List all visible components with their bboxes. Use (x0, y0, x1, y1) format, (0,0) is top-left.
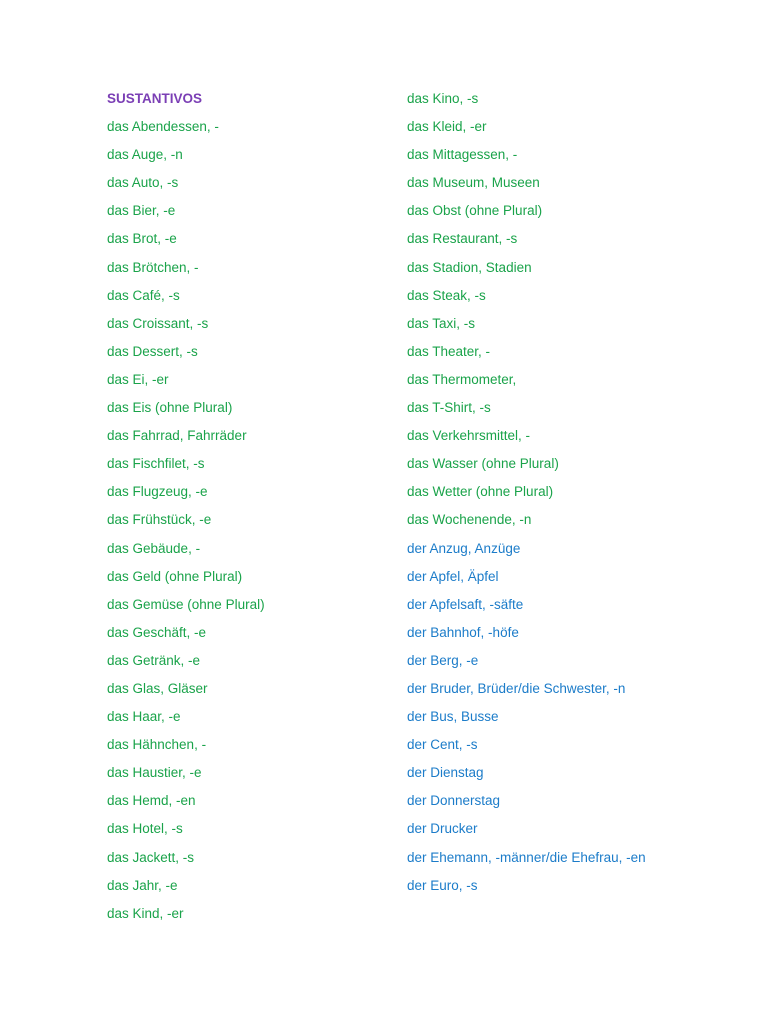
noun-entry: der Bruder, Brüder/die Schwester, -n (407, 680, 626, 696)
noun-entry: das Auge, -n (107, 147, 183, 163)
noun-entry: das Auto, -s (107, 175, 179, 191)
noun-entry: das Frühstück, -e (107, 512, 212, 528)
noun-entry: das Wetter (ohne Plural) (407, 484, 554, 500)
noun-entry: das Gebäude, - (107, 540, 201, 556)
noun-entry: der Ehemann, -männer/die Ehefrau, -en (407, 849, 646, 865)
noun-entry: das Abendessen, - (107, 119, 219, 135)
noun-entry: das Hähnchen, - (107, 737, 207, 753)
noun-entry: das Wochenende, -n (407, 512, 532, 528)
left-column (107, 90, 387, 933)
right-column (407, 90, 657, 905)
noun-entry: das Croissant, -s (107, 315, 209, 331)
noun-entry: das Jahr, -e (107, 877, 178, 893)
noun-entry: das Getränk, -e (107, 652, 201, 668)
noun-entry: das Haar, -e (107, 709, 181, 725)
noun-entry: das Dessert, -s (107, 343, 198, 359)
noun-entry: das Kleid, -er (407, 119, 487, 135)
noun-entry: der Anzug, Anzüge (407, 540, 521, 556)
noun-entry: der Dienstag (407, 765, 484, 781)
noun-entry: das Fahrrad, Fahrräder (107, 428, 247, 444)
noun-entry: das Museum, Museen (407, 175, 540, 191)
noun-entry: das Taxi, -s (407, 315, 476, 331)
noun-entry: das Ei, -er (107, 371, 169, 387)
noun-entry: das Restaurant, -s (407, 231, 518, 247)
noun-entry: das Verkehrsmittel, - (407, 428, 531, 444)
noun-entry: das Hemd, -en (107, 793, 196, 809)
noun-entry: der Bus, Busse (407, 709, 499, 725)
noun-entry: der Berg, -e (407, 652, 479, 668)
noun-entry: das Brötchen, - (107, 259, 199, 275)
noun-entry: das Glas, Gläser (107, 680, 208, 696)
noun-entry: das Thermometer, (407, 371, 517, 387)
noun-entry: das Mittagessen, - (407, 147, 518, 163)
noun-entry: der Donnerstag (407, 793, 501, 809)
noun-entry: der Bahnhof, -höfe (407, 624, 519, 640)
noun-entry: das Haustier, -e (107, 765, 202, 781)
noun-entry: der Euro, -s (407, 877, 478, 893)
noun-entry: das Bier, -e (107, 203, 176, 219)
noun-entry: das Flugzeug, -e (107, 484, 208, 500)
noun-entry: das Jackett, -s (107, 849, 195, 865)
noun-entry: das T-Shirt, -s (407, 400, 491, 416)
noun-entry: das Steak, -s (407, 287, 486, 303)
noun-entry: der Drucker (407, 821, 478, 837)
noun-entry: das Geschäft, -e (107, 624, 207, 640)
noun-entry: das Brot, -e (107, 231, 177, 247)
noun-entry: das Gemüse (ohne Plural) (107, 596, 265, 612)
noun-entry: der Apfel, Äpfel (407, 568, 499, 584)
noun-entry: der Cent, -s (407, 737, 478, 753)
noun-entry: das Wasser (ohne Plural) (407, 456, 559, 472)
section-heading: SUSTANTIVOS (107, 91, 203, 106)
noun-entry: das Stadion, Stadien (407, 259, 532, 275)
noun-entry: das Kind, -er (107, 905, 184, 921)
noun-entry: das Kino, -s (407, 91, 479, 106)
noun-entry: das Theater, - (407, 343, 491, 359)
noun-entry: das Obst (ohne Plural) (407, 203, 543, 219)
noun-entry: das Hotel, -s (107, 821, 183, 837)
noun-entry: der Apfelsaft, -säfte (407, 596, 524, 612)
noun-entry: das Geld (ohne Plural) (107, 568, 243, 584)
noun-entry: das Café, -s (107, 287, 180, 303)
noun-entry: das Fischfilet, -s (107, 456, 205, 472)
noun-entry: das Eis (ohne Plural) (107, 400, 233, 416)
